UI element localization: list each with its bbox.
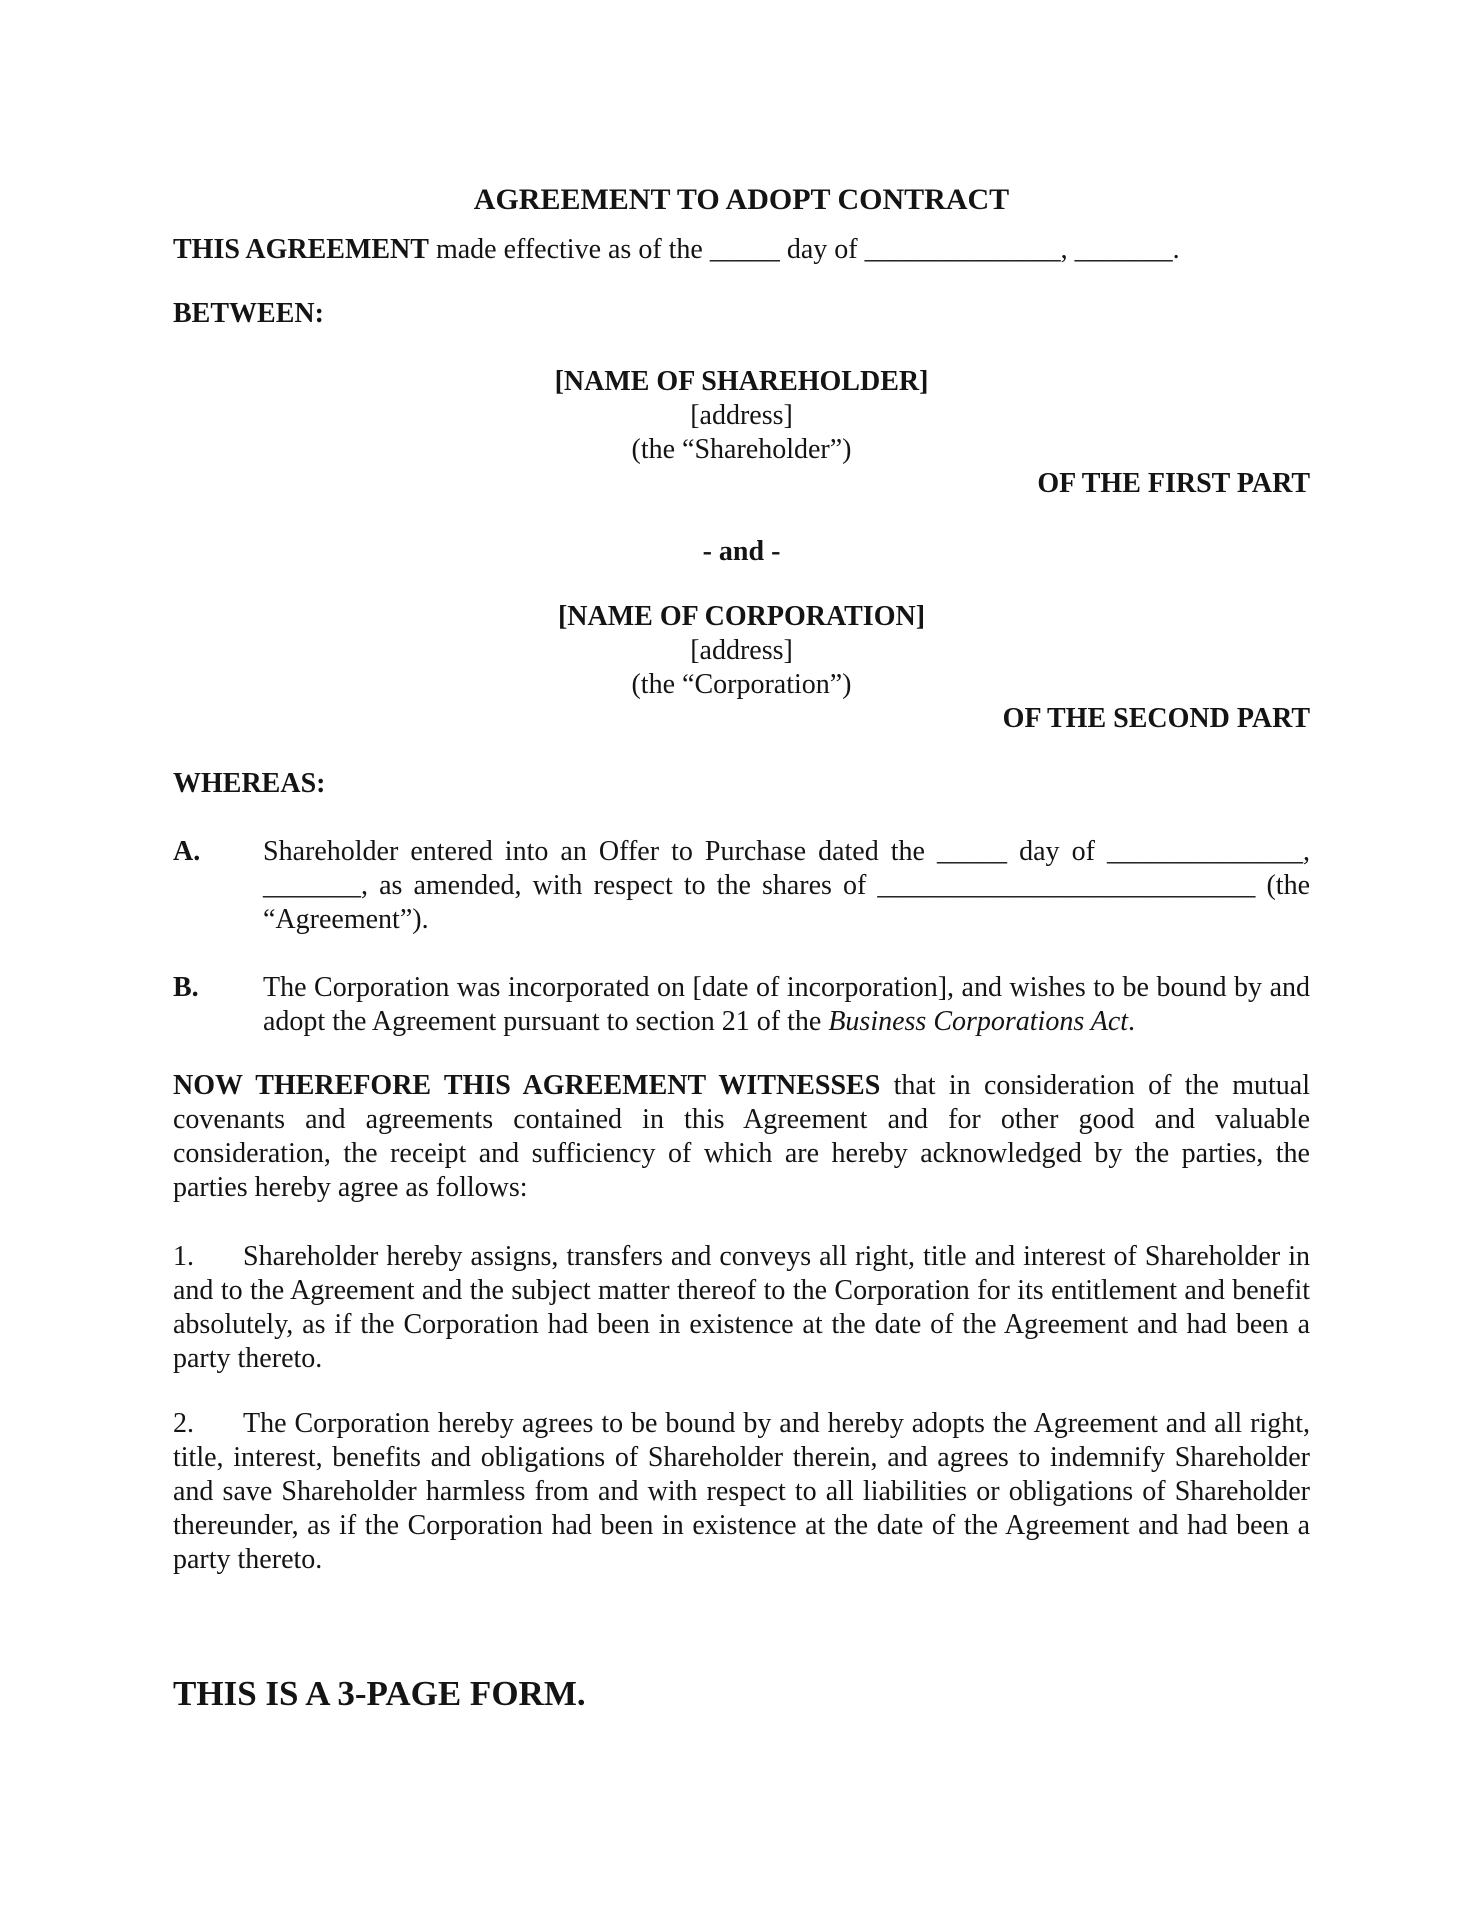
and-separator: - and - (702, 536, 781, 567)
recital-b-text-end: . (1128, 1006, 1136, 1037)
recital-b-text: The Corporation was incorporated on [date of incorporation], and wishes to be bound by and adopt the Agreement pursuant to section 21 of the (263, 972, 1310, 1037)
recital-a-label: A. (173, 836, 201, 867)
now-therefore-lead-in: NOW THEREFORE THIS AGREEMENT WITNESSES (173, 1070, 881, 1101)
page-count-note: THIS IS A 3-PAGE FORM. (173, 1674, 586, 1713)
whereas-label: WHEREAS: (173, 768, 326, 799)
corporation-name-placeholder: [NAME OF CORPORATION] (557, 601, 926, 632)
shareholder-name-placeholder: [NAME OF SHAREHOLDER] (554, 366, 929, 397)
party-corporation-block (173, 600, 1310, 736)
first-part-label: OF THE FIRST PART (1037, 468, 1310, 499)
corporation-address-placeholder: [address] (690, 635, 793, 666)
intro-paragraph (173, 233, 1310, 267)
recital-b-label: B. (173, 972, 199, 1003)
clause-1 (173, 1240, 1310, 1376)
corporation-designation: (the “Corporation”) (631, 669, 852, 700)
now-therefore-paragraph (173, 1069, 1310, 1205)
second-part-label: OF THE SECOND PART (1002, 703, 1310, 734)
shareholder-designation: (the “Shareholder”) (631, 434, 852, 465)
clause-2 (173, 1407, 1310, 1577)
shareholder-address-placeholder: [address] (690, 400, 793, 431)
recital-a-text: Shareholder entered into an Offer to Purchase dated the _____ day of ______________, _______, as amended, with respect to the shares of ___________________________ (the “Agreement”). (263, 836, 1310, 935)
now-therefore-text: that in consideration of the mutual covenants and agreements contained in this Agreement and for other good and valuable consideration, the receipt and sufficiency of which are hereby acknowledged by the parties, the parties hereby agree as follows: (173, 1070, 1311, 1203)
between-label: BETWEEN: (173, 298, 324, 329)
clause-2-text: The Corporation hereby agrees to be bound by and hereby adopts the Agreement and all right, title, interest, benefits and obligations of Shareholder therein, and agrees to indemnify Shareholder and save Shareholder harmless from and with respect to all liabilities or obligations of Shareholder thereunder, as if the Corporation had been in existence at the date of the Agreement and had been a party thereto. (173, 1408, 1310, 1575)
party-shareholder-block (173, 365, 1310, 501)
document-title: AGREEMENT TO ADOPT CONTRACT (473, 183, 1010, 216)
intro-lead-in: THIS AGREEMENT (173, 234, 429, 265)
clause-2-number: 2. (173, 1408, 194, 1439)
recital-b (173, 971, 1310, 1039)
clause-1-number: 1. (173, 1241, 194, 1272)
recital-a (173, 835, 1310, 937)
intro-text: made effective as of the _____ day of ______________, _______. (428, 234, 1180, 265)
recital-b-statute-name: Business Corporations Act (828, 1006, 1129, 1037)
clause-1-text: Shareholder hereby assigns, transfers and conveys all right, title and interest of Shareholder in and to the Agreement and the subject matter thereof to the Corporation for its entitlement and benefit absolutely, as if the Corporation had been in existence at the date of the Agreement and had been a party thereto. (173, 1241, 1310, 1374)
